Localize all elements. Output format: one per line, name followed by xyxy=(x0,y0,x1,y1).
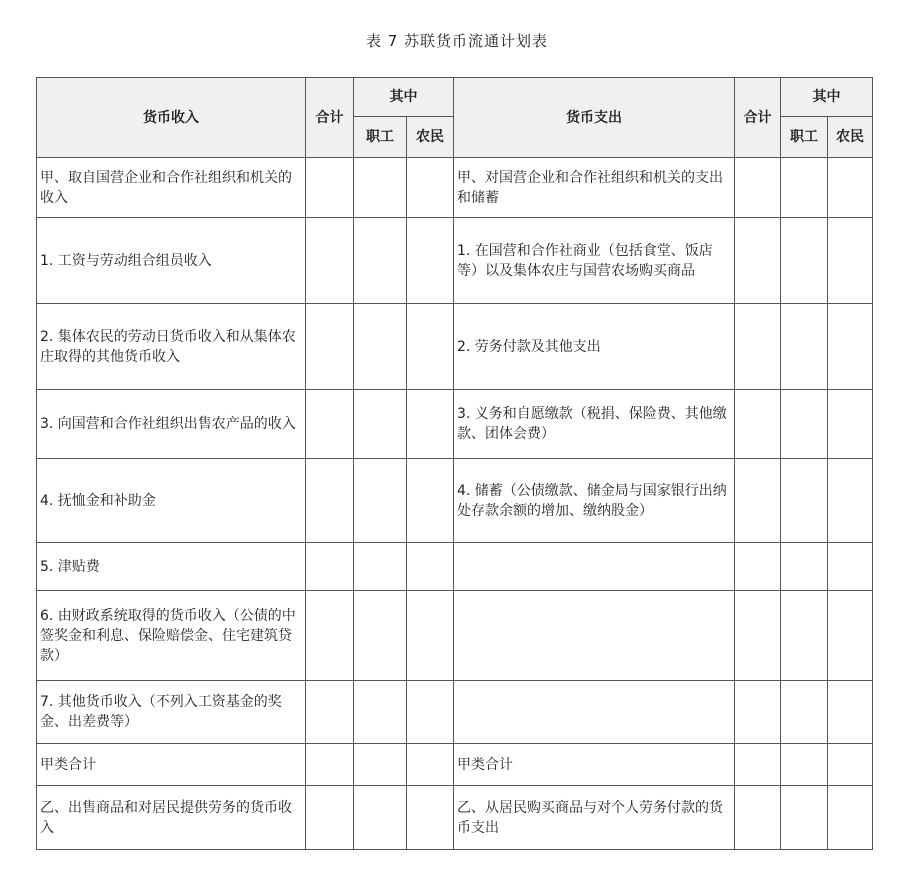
empty-cell xyxy=(407,744,454,786)
empty-cell xyxy=(781,681,828,744)
empty-cell xyxy=(735,459,781,543)
empty-cell xyxy=(407,390,454,459)
income-cell: 甲、取自国营企业和合作社组织和机关的收入 xyxy=(37,158,306,218)
empty-cell xyxy=(306,591,354,681)
empty-cell xyxy=(735,543,781,591)
empty-cell xyxy=(354,543,407,591)
empty-cell xyxy=(735,158,781,218)
table-row xyxy=(37,681,873,744)
table-row xyxy=(37,744,873,786)
expense-workers-header: 职工 xyxy=(781,117,828,158)
empty-cell xyxy=(781,786,828,850)
empty-cell xyxy=(781,591,828,681)
empty-cell xyxy=(828,459,873,543)
empty-cell xyxy=(781,304,828,390)
expense-cell: 甲类合计 xyxy=(454,744,735,786)
empty-cell xyxy=(306,390,354,459)
empty-cell xyxy=(735,591,781,681)
empty-cell xyxy=(407,786,454,850)
expense-cell: 4. 储蓄（公债缴款、储金局与国家银行出纳处存款余额的增加、缴纳股金） xyxy=(454,459,735,543)
table-row xyxy=(37,158,873,218)
income-cell: 3. 向国营和合作社组织出售农产品的收入 xyxy=(37,390,306,459)
empty-cell xyxy=(354,304,407,390)
empty-cell xyxy=(306,681,354,744)
income-cell: 乙、出售商品和对居民提供劳务的货币收入 xyxy=(37,786,306,850)
empty-cell xyxy=(828,158,873,218)
expense-total-header: 合计 xyxy=(735,78,781,158)
empty-cell xyxy=(781,543,828,591)
empty-cell xyxy=(735,786,781,850)
income-cell: 7. 其他货币收入（不列入工资基金的奖金、出差费等） xyxy=(37,681,306,744)
empty-cell xyxy=(781,459,828,543)
income-cell: 4. 抚恤金和补助金 xyxy=(37,459,306,543)
income-cell: 2. 集体农民的劳动日货币收入和从集体农庄取得的其他货币收入 xyxy=(37,304,306,390)
empty-cell xyxy=(306,543,354,591)
expense-cell xyxy=(454,591,735,681)
income-of-which-header: 其中 xyxy=(354,78,454,117)
empty-cell xyxy=(828,304,873,390)
currency-plan-table xyxy=(36,77,873,850)
empty-cell xyxy=(306,786,354,850)
empty-cell xyxy=(407,681,454,744)
empty-cell xyxy=(354,681,407,744)
empty-cell xyxy=(407,304,454,390)
empty-cell xyxy=(828,591,873,681)
empty-cell xyxy=(828,786,873,850)
empty-cell xyxy=(354,591,407,681)
empty-cell xyxy=(354,218,407,304)
expense-cell: 2. 劳务付款及其他支出 xyxy=(454,304,735,390)
table-row xyxy=(37,591,873,681)
income-farmers-header: 农民 xyxy=(407,117,454,158)
empty-cell xyxy=(354,786,407,850)
expense-farmers-header: 农民 xyxy=(828,117,873,158)
empty-cell xyxy=(354,459,407,543)
table-row xyxy=(37,304,873,390)
empty-cell xyxy=(407,158,454,218)
table-row xyxy=(37,218,873,304)
empty-cell xyxy=(735,390,781,459)
empty-cell xyxy=(781,158,828,218)
empty-cell xyxy=(828,543,873,591)
empty-cell xyxy=(735,304,781,390)
income-cell: 甲类合计 xyxy=(37,744,306,786)
table-row xyxy=(37,543,873,591)
empty-cell xyxy=(828,218,873,304)
income-total-header: 合计 xyxy=(306,78,354,158)
table-row xyxy=(37,786,873,850)
table-row xyxy=(37,390,873,459)
empty-cell xyxy=(781,744,828,786)
empty-cell xyxy=(306,158,354,218)
income-workers-header: 职工 xyxy=(354,117,407,158)
expense-cell: 乙、从居民购买商品与对个人劳务付款的货币支出 xyxy=(454,786,735,850)
empty-cell xyxy=(306,744,354,786)
empty-cell xyxy=(828,744,873,786)
empty-cell xyxy=(354,744,407,786)
empty-cell xyxy=(735,218,781,304)
empty-cell xyxy=(735,681,781,744)
empty-cell xyxy=(828,681,873,744)
empty-cell xyxy=(407,218,454,304)
empty-cell xyxy=(828,390,873,459)
expense-cell: 1. 在国营和合作社商业（包括食堂、饭店等）以及集体农庄与国营农场购买商品 xyxy=(454,218,735,304)
empty-cell xyxy=(306,304,354,390)
income-cell: 1. 工资与劳动组合组员收入 xyxy=(37,218,306,304)
expense-cell: 甲、对国营企业和合作社组织和机关的支出和储蓄 xyxy=(454,158,735,218)
expense-cell xyxy=(454,543,735,591)
empty-cell xyxy=(306,459,354,543)
expense-cell: 3. 义务和自愿缴款（税捐、保险费、其他缴款、团体会费） xyxy=(454,390,735,459)
table-title: 表 7 苏联货币流通计划表 xyxy=(365,32,549,50)
empty-cell xyxy=(781,218,828,304)
table-row xyxy=(37,459,873,543)
income-header: 货币收入 xyxy=(37,78,306,158)
empty-cell xyxy=(735,744,781,786)
expense-cell xyxy=(454,681,735,744)
empty-cell xyxy=(781,390,828,459)
empty-cell xyxy=(407,459,454,543)
empty-cell xyxy=(407,591,454,681)
empty-cell xyxy=(354,390,407,459)
income-cell: 5. 津贴费 xyxy=(37,543,306,591)
expense-header: 货币支出 xyxy=(454,78,735,158)
empty-cell xyxy=(407,543,454,591)
empty-cell xyxy=(306,218,354,304)
income-cell: 6. 由财政系统取得的货币收入（公债的中签奖金和利息、保险赔偿金、住宅建筑贷款） xyxy=(37,591,306,681)
empty-cell xyxy=(354,158,407,218)
expense-of-which-header: 其中 xyxy=(781,78,873,117)
